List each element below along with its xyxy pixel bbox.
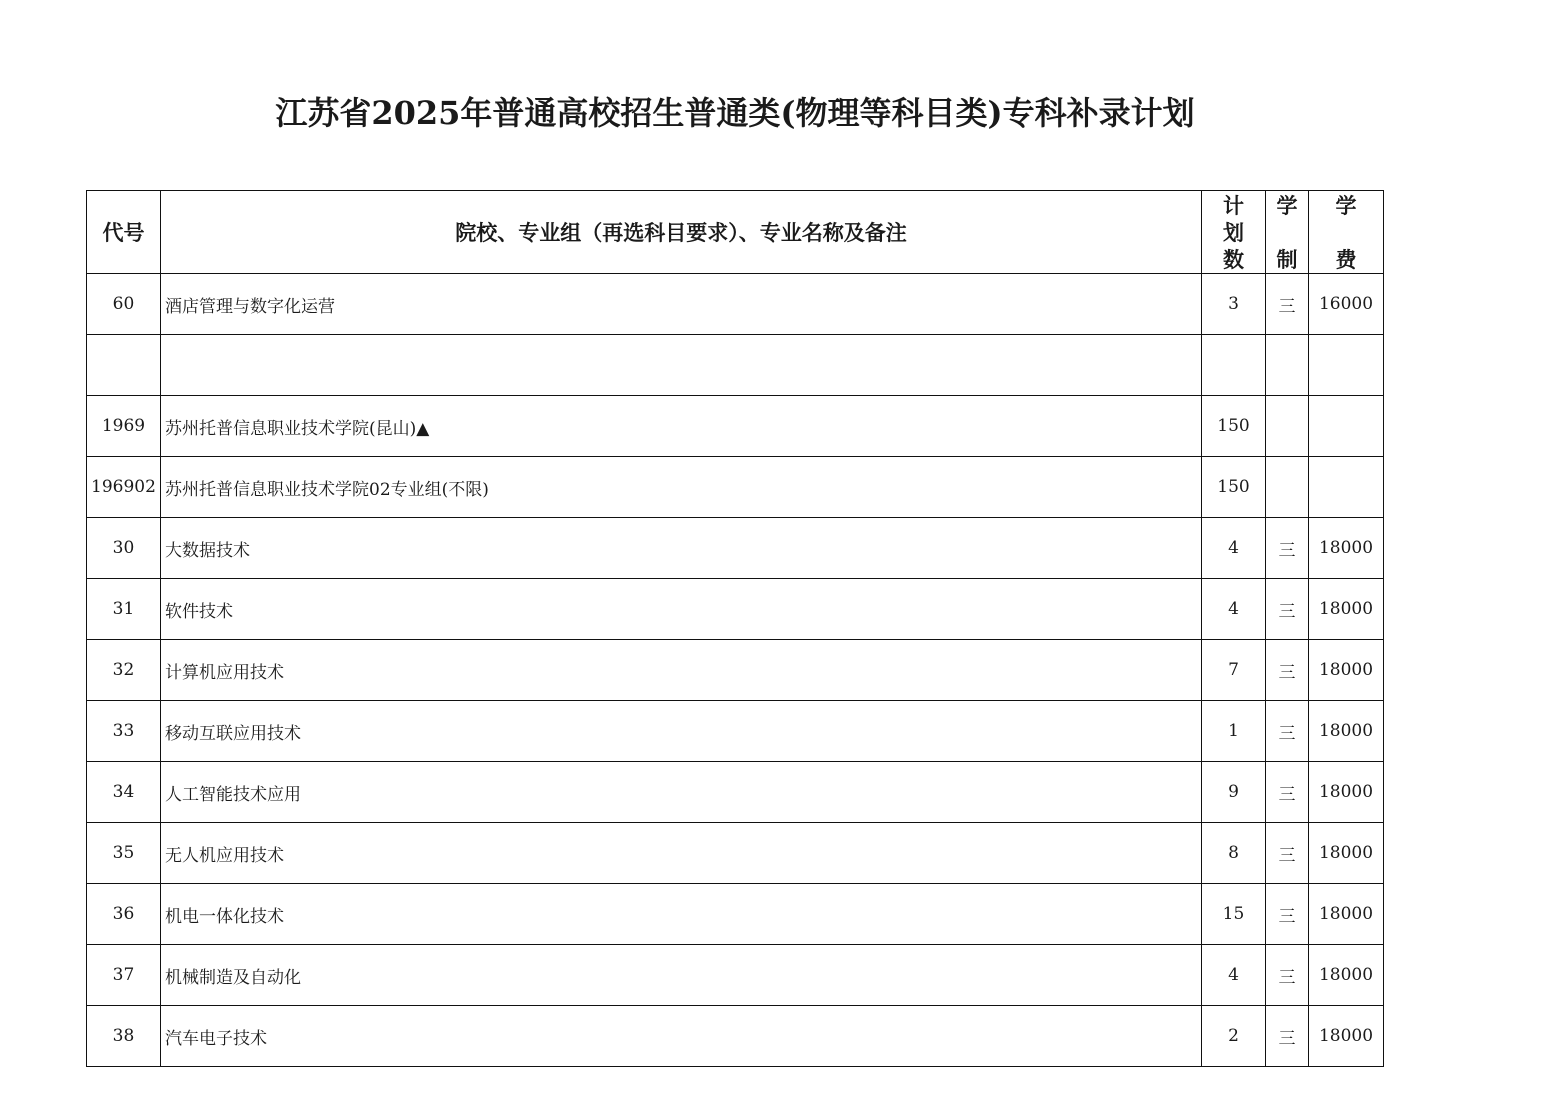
table-row (87, 457, 1384, 518)
cell-code: 196902 (87, 457, 161, 518)
header-fee-char: 学 (1335, 192, 1357, 218)
cell-fee (1309, 396, 1384, 457)
cell-duration: 三 (1266, 762, 1309, 823)
cell-plan (1202, 335, 1266, 396)
cell-fee: 18000 (1309, 1006, 1384, 1067)
cell-name: 软件技术 (161, 579, 1202, 640)
cell-fee: 18000 (1309, 823, 1384, 884)
header-plan-char: 计 (1223, 192, 1244, 218)
cell-name: 机械制造及自动化 (161, 945, 1202, 1006)
cell-plan: 3 (1202, 274, 1266, 335)
table-row (87, 762, 1384, 823)
table-row (87, 640, 1384, 701)
cell-code: 38 (87, 1006, 161, 1067)
table-row (87, 1006, 1384, 1067)
cell-plan: 4 (1202, 518, 1266, 579)
cell-name: 苏州托普信息职业技术学院02专业组(不限) (161, 457, 1202, 518)
table-row (87, 396, 1384, 457)
cell-fee: 18000 (1309, 640, 1384, 701)
cell-duration: 三 (1266, 1006, 1309, 1067)
table-row (87, 823, 1384, 884)
header-fee-char: 费 (1335, 246, 1357, 272)
cell-name: 汽车电子技术 (161, 1006, 1202, 1067)
cell-code: 31 (87, 579, 161, 640)
cell-name: 无人机应用技术 (161, 823, 1202, 884)
header-code: 代号 (87, 191, 161, 274)
table-row (87, 884, 1384, 945)
cell-plan: 150 (1202, 396, 1266, 457)
cell-fee: 16000 (1309, 274, 1384, 335)
cell-name: 酒店管理与数字化运营 (161, 274, 1202, 335)
cell-name: 移动互联应用技术 (161, 701, 1202, 762)
table-row (87, 274, 1384, 335)
page-title: 江苏省2025年普通高校招生普通类(物理等科目类)专科补录计划 (275, 94, 1195, 132)
cell-name (161, 335, 1202, 396)
cell-plan: 9 (1202, 762, 1266, 823)
cell-fee (1309, 335, 1384, 396)
header-row (87, 191, 1384, 274)
cell-code: 36 (87, 884, 161, 945)
cell-duration: 三 (1266, 518, 1309, 579)
cell-duration (1266, 396, 1309, 457)
cell-code: 32 (87, 640, 161, 701)
cell-code: 60 (87, 274, 161, 335)
cell-name: 苏州托普信息职业技术学院(昆山)▲ (161, 396, 1202, 457)
cell-plan: 150 (1202, 457, 1266, 518)
header-duration (1266, 191, 1309, 274)
cell-code: 1969 (87, 396, 161, 457)
cell-code: 37 (87, 945, 161, 1006)
cell-plan: 1 (1202, 701, 1266, 762)
cell-plan: 7 (1202, 640, 1266, 701)
cell-fee: 18000 (1309, 518, 1384, 579)
cell-name: 计算机应用技术 (161, 640, 1202, 701)
cell-code: 33 (87, 701, 161, 762)
header-name: 院校、专业组（再选科目要求）、专业名称及备注 (161, 191, 1202, 274)
cell-plan: 15 (1202, 884, 1266, 945)
cell-fee: 18000 (1309, 945, 1384, 1006)
cell-duration: 三 (1266, 640, 1309, 701)
cell-duration: 三 (1266, 884, 1309, 945)
cell-code: 34 (87, 762, 161, 823)
cell-fee: 18000 (1309, 762, 1384, 823)
cell-code: 35 (87, 823, 161, 884)
admission-plan-table (86, 190, 1384, 1067)
cell-plan: 4 (1202, 579, 1266, 640)
table-row (87, 579, 1384, 640)
cell-duration: 三 (1266, 945, 1309, 1006)
cell-plan: 2 (1202, 1006, 1266, 1067)
cell-fee: 18000 (1309, 884, 1384, 945)
cell-duration (1266, 335, 1309, 396)
cell-duration: 三 (1266, 274, 1309, 335)
table-row (87, 518, 1384, 579)
cell-fee: 18000 (1309, 579, 1384, 640)
table-row (87, 945, 1384, 1006)
header-plan-char: 划 (1223, 219, 1244, 245)
cell-duration (1266, 457, 1309, 518)
header-duration-char: 制 (1276, 246, 1298, 272)
cell-code (87, 335, 161, 396)
cell-fee (1309, 457, 1384, 518)
cell-duration: 三 (1266, 823, 1309, 884)
cell-name: 机电一体化技术 (161, 884, 1202, 945)
cell-code: 30 (87, 518, 161, 579)
cell-duration: 三 (1266, 701, 1309, 762)
cell-duration: 三 (1266, 579, 1309, 640)
cell-plan: 4 (1202, 945, 1266, 1006)
header-plan (1202, 191, 1266, 274)
table-row (87, 701, 1384, 762)
header-plan-char: 数 (1223, 246, 1244, 272)
table-row (87, 335, 1384, 396)
header-fee (1309, 191, 1384, 274)
cell-name: 大数据技术 (161, 518, 1202, 579)
header-duration-char: 学 (1276, 192, 1298, 218)
cell-fee: 18000 (1309, 701, 1384, 762)
cell-name: 人工智能技术应用 (161, 762, 1202, 823)
cell-plan: 8 (1202, 823, 1266, 884)
